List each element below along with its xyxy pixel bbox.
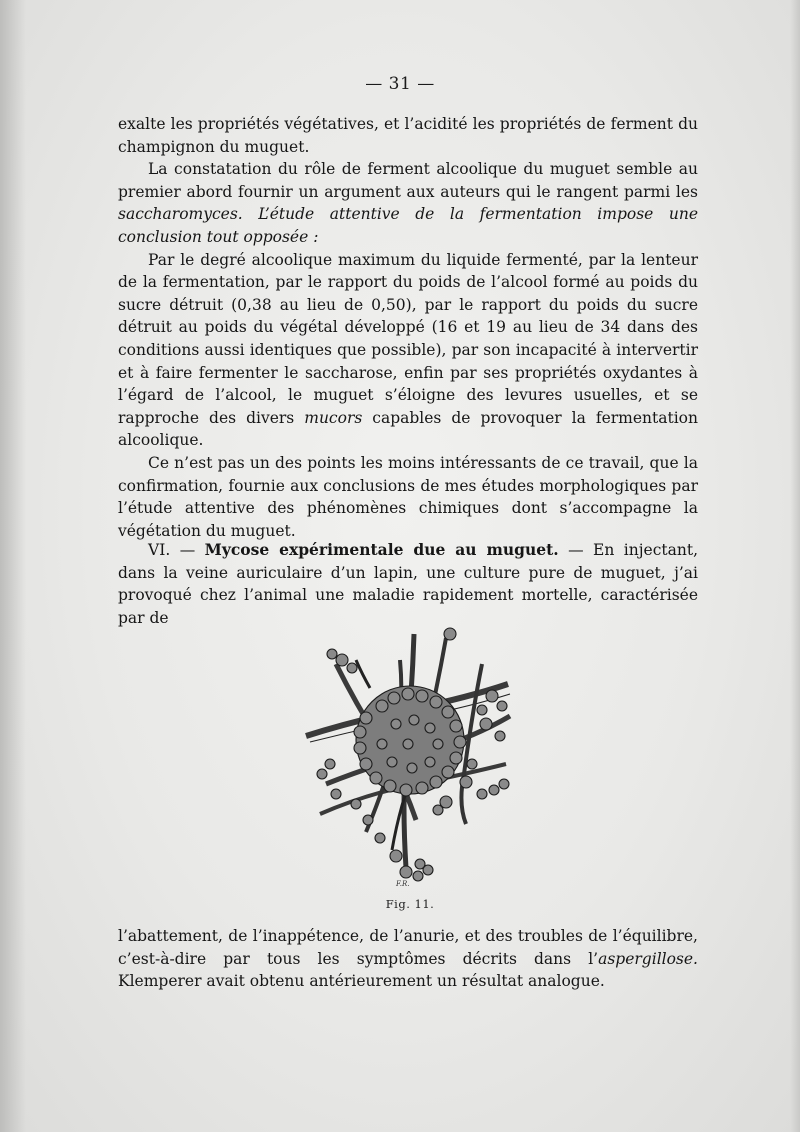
- spore: [467, 759, 477, 769]
- page-edge: [790, 0, 800, 1132]
- page-number: — 31 —: [365, 74, 435, 94]
- spore: [477, 789, 487, 799]
- paragraph-6: [118, 925, 698, 993]
- spore: [370, 772, 382, 784]
- text-block-bottom: [118, 925, 698, 993]
- spore: [360, 758, 372, 770]
- figure-caption: Fig. 11.: [385, 897, 435, 911]
- paragraph-6-italic-term: aspergillose.: [598, 949, 698, 968]
- spore: [497, 701, 507, 711]
- spore: [454, 736, 466, 748]
- paragraph-6-text-c: Klemperer avait obtenu antérieurement un résultat analogue.: [118, 972, 605, 991]
- spore: [450, 720, 462, 732]
- paragraph-2: [118, 158, 698, 248]
- spore: [331, 789, 341, 799]
- spore: [325, 759, 335, 769]
- spore: [347, 663, 357, 673]
- spore: [384, 780, 396, 792]
- spore: [444, 628, 456, 640]
- spore: [416, 782, 428, 794]
- paragraph-2-text-a: La constatation du rôle de ferment alcoolique du muguet semble au premier abord fournir un argument aux auteurs qui le rangent parmi les: [118, 160, 698, 201]
- spore: [403, 739, 413, 749]
- paragraph-3: [118, 249, 698, 452]
- spore: [489, 785, 499, 795]
- spore: [425, 757, 435, 767]
- text-block-top: [118, 113, 698, 542]
- spore: [377, 739, 387, 749]
- paragraph-6-text-a: l’abattement, de l’inappétence, de l’anurie, et des troubles de l’équilibre, c’est-à-dire par tous les symptômes décrits dans l’: [118, 927, 698, 968]
- spore: [351, 799, 361, 809]
- spore: [376, 700, 388, 712]
- paragraph-3-text-c: capables de provoquer la fermentation alcoolique.: [118, 408, 698, 450]
- spore: [442, 766, 454, 778]
- spore: [430, 696, 442, 708]
- spore: [415, 859, 425, 869]
- paragraph-2-italic-term: saccharomyces.: [118, 205, 243, 224]
- spore: [354, 742, 366, 754]
- spore: [327, 649, 337, 659]
- binding-shadow: [0, 0, 26, 1132]
- spore: [413, 871, 423, 881]
- spore: [477, 705, 487, 715]
- text-block-section-vi: [118, 539, 698, 629]
- spore: [390, 850, 402, 862]
- spore: [486, 690, 498, 702]
- spore: [409, 715, 419, 725]
- spore: [360, 712, 372, 724]
- paragraph-4: Ce n’est pas un des points les moins intéressants de ce travail, que la confirmation, fournie aux conclusions de mes études morphologiques par l’étude attentive des phénomènes chimiques dont s’accompagne la végétation du muguet.: [118, 453, 698, 540]
- spore: [430, 776, 442, 788]
- spore: [450, 752, 462, 764]
- spore: [387, 757, 397, 767]
- section-heading: Mycose expérimentale due au muguet.: [204, 540, 559, 559]
- spore: [317, 769, 327, 779]
- paragraph-3-italic-term: mucors: [304, 408, 363, 427]
- hypha-filament: [356, 660, 370, 688]
- spore: [495, 731, 505, 741]
- spore: [388, 692, 400, 704]
- spore: [407, 763, 417, 773]
- figure-muguet-illustration: [296, 624, 524, 892]
- spore: [433, 739, 443, 749]
- spore: [416, 690, 428, 702]
- spore: [363, 815, 373, 825]
- spore: [480, 718, 492, 730]
- section-number: VI. —: [148, 541, 196, 559]
- spore: [433, 805, 443, 815]
- paragraph-5-text: — En injectant, dans la veine auriculaire d’un lapin, une culture pure de muguet, j’ai provoqué chez l’animal une maladie rapidement mortelle, caractérisée par de: [118, 541, 699, 627]
- spore: [400, 866, 412, 878]
- paragraph-1: exalte les propriétés végétatives, et l’acidité les propriétés de ferment du champignon du muguet.: [118, 115, 698, 156]
- spore: [400, 784, 412, 796]
- spore: [425, 723, 435, 733]
- paragraph-5: [118, 539, 698, 629]
- spore: [460, 776, 472, 788]
- figure-signature: F.R.: [396, 880, 410, 888]
- paragraph-3-text-a: Par le degré alcoolique maximum du liquide fermenté, par la lenteur de la fermentation, par le rapport du poids de l’alcool formé au poids du sucre détruit (0,38 au lieu de 0,50), par le rapport du poids du sucre détruit au poids du végétal développé (16 et 19 au lieu de 34 dans des conditions aussi identiques que possible), par son incapacité à intervertir et à faire fermenter le saccharose, enfin par ses propriétés oxydantes à l’égard de l’alcool, le muguet s’éloigne des levures usuelles, et se rapproche des divers: [118, 250, 698, 427]
- spore: [354, 726, 366, 738]
- spore: [442, 706, 454, 718]
- spore: [336, 654, 348, 666]
- spore: [375, 833, 385, 843]
- spore: [391, 719, 401, 729]
- paragraph-2-text-c: L’étude attentive de la fermentation impose une conclusion tout opposée :: [118, 205, 698, 246]
- spore: [402, 688, 414, 700]
- spore: [499, 779, 509, 789]
